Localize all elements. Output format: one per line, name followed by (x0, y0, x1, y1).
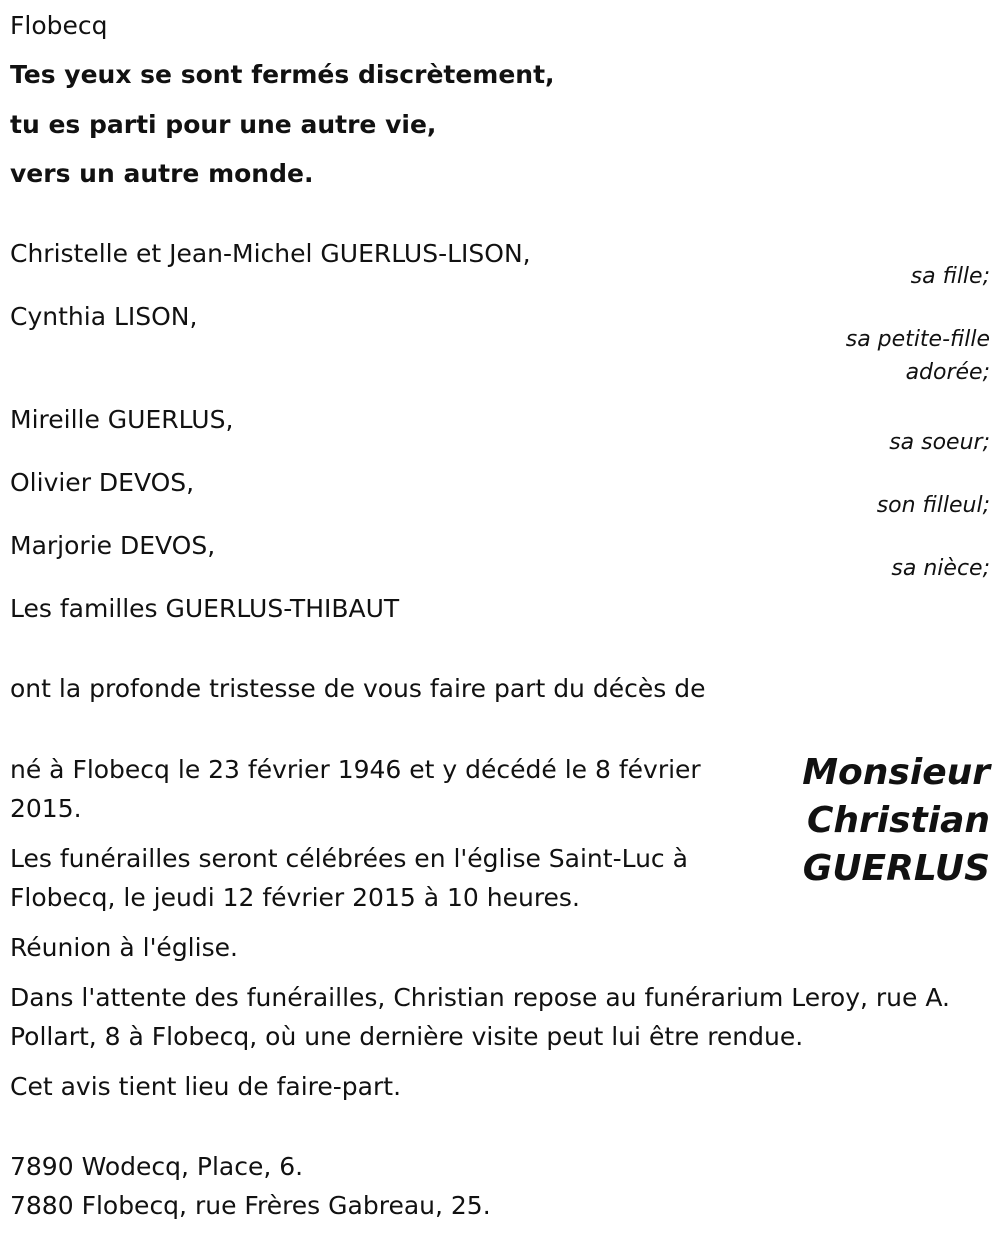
poem-line-1: Tes yeux se sont fermés discrètement, (10, 60, 555, 89)
deceased-name (770, 749, 990, 893)
visitation-text: Dans l'attente des funérailles, Christian repose au funérarium Leroy, rue A. Pollart, 8 à Flobecq, où une dernière visite peut lui être rendue. (10, 983, 950, 1051)
mourner-name-5: Marjorie DEVOS, (10, 531, 216, 560)
mourner-relation-3: sa soeur; (889, 430, 990, 455)
mourner-name-3: Mireille GUERLUS, (10, 405, 234, 434)
mourner-relation-5: sa nièce; (891, 556, 990, 581)
mourner-name-2: Cynthia LISON, (10, 302, 198, 331)
town-heading: Flobecq (10, 11, 108, 40)
deceased-first-name: Christian (806, 800, 990, 841)
meeting-text: Réunion à l'église. (10, 933, 238, 962)
deceased-title: Monsieur (802, 752, 990, 793)
mourner-name-4: Olivier DEVOS, (10, 468, 195, 497)
deceased-last-name: GUERLUS (802, 848, 990, 889)
poem-line-3: vers un autre monde. (10, 159, 314, 188)
mourner-relation-4: son filleul; (876, 493, 990, 518)
mourner-relation-2-line-2: adorée; (905, 360, 990, 385)
announcement: ont la profonde tristesse de vous faire part du décès de (10, 674, 706, 703)
birth-death-text: né à Flobecq le 23 février 1946 et y décédé le 8 février 2015. (10, 755, 701, 823)
mourner-relation-2 (846, 323, 990, 389)
mourner-name-1: Christelle et Jean-Michel GUERLUS-LISON, (10, 239, 531, 268)
notice-text: Cet avis tient lieu de faire-part. (10, 1072, 402, 1101)
poem-line-2: tu es parti pour une autre vie, (10, 110, 437, 139)
address-1: 7890 Wodecq, Place, 6. (10, 1152, 304, 1181)
mourner-relation-2-line-1: sa petite-fille (845, 327, 990, 352)
mourner-relation-1: sa fille; (910, 264, 990, 289)
address-2: 7880 Flobecq, rue Frères Gabreau, 25. (10, 1191, 491, 1220)
mourner-name-6: Les familles GUERLUS-THIBAUT (10, 594, 400, 623)
funeral-text: Les funérailles seront célébrées en l'église Saint-Luc à Flobecq, le jeudi 12 février 2015 à 10 heures. (10, 844, 688, 912)
